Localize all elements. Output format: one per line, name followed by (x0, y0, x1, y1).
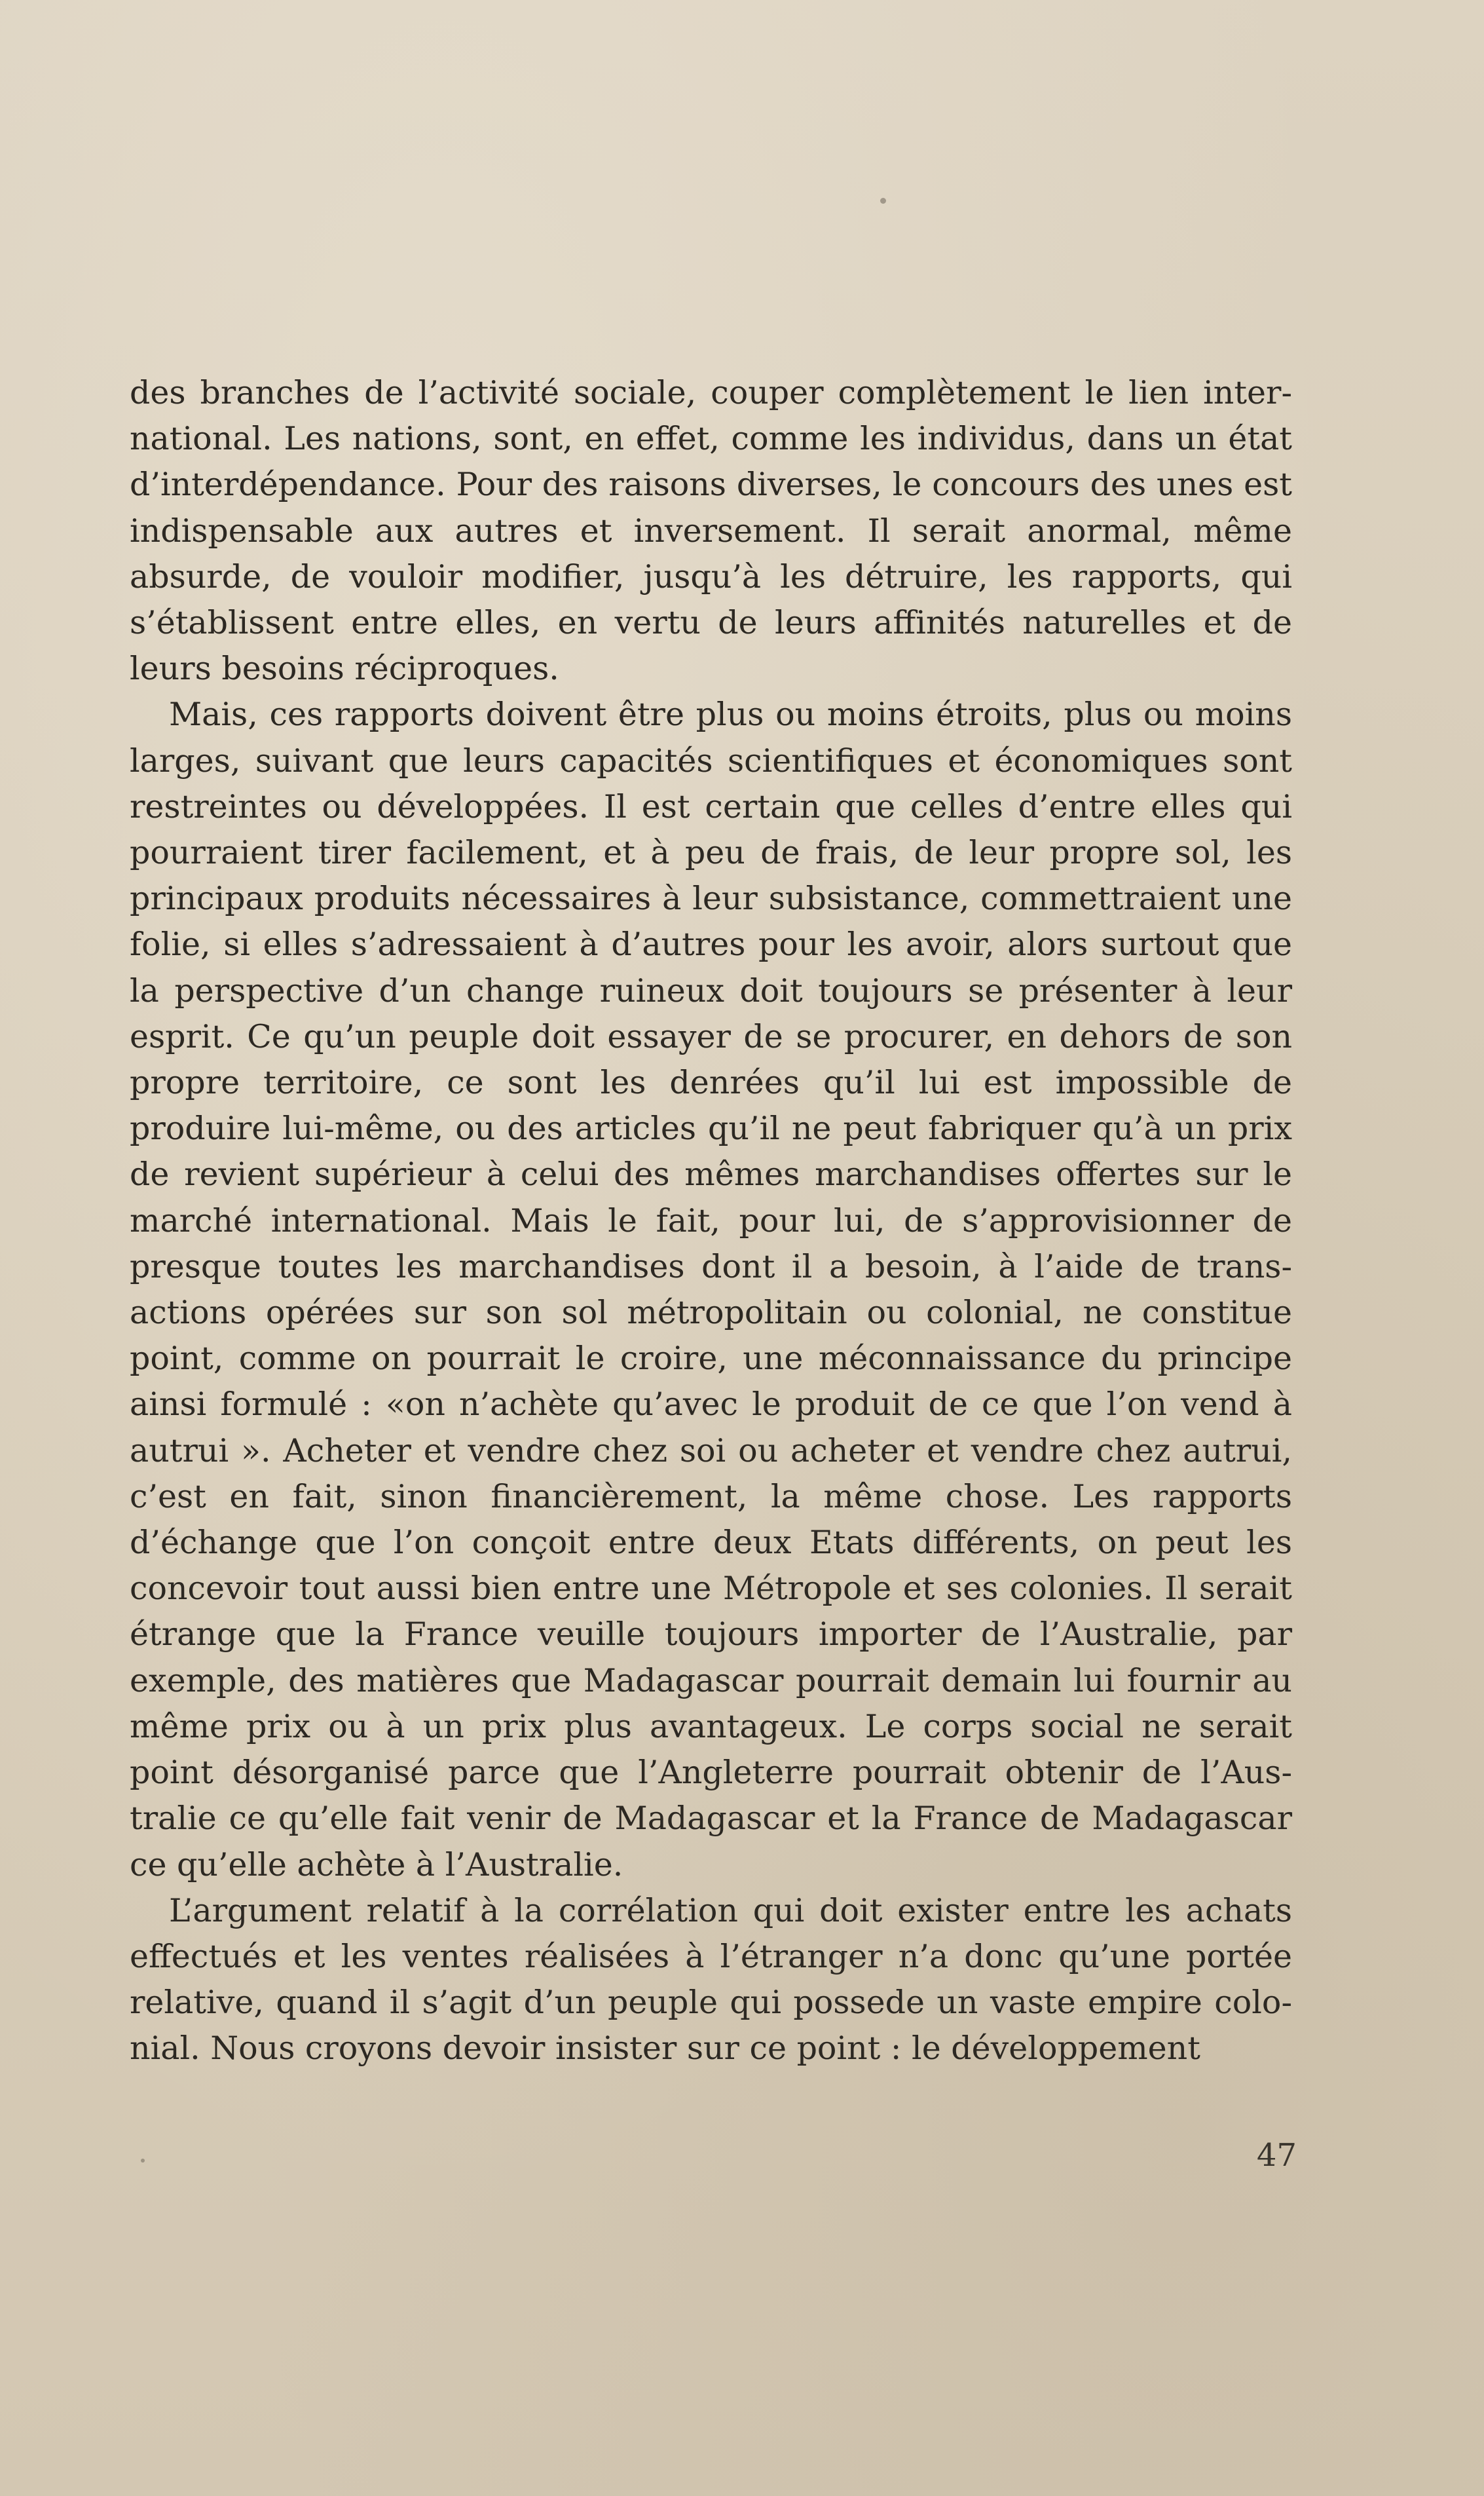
paragraph-2: Mais, ces rapports doivent être plus ou moins étroits, plus ou moins larges, suivant que leurs capacités scientifiques et économiques sont restreintes ou développées. Il est certain que celles d’entre elles qui pourraient tirer facilement, et à peu de frais, de leur propre sol, les principaux produits nécessaires à leur subsistance, commettraient une folie, si elles s’adressaient à d’autres pour les avoir, alors surtout que la perspective d’un change ruineux doit toujours se présenter à leur esprit. Ce qu’un peuple doit essayer de se procurer, en dehors de son propre territoire, ce sont les denrées qu’il lui est impossible de produire lui-même, ou des articles qu’il ne peut fabriquer qu’à un prix de revient supérieur à celui des mêmes marchandises offertes sur le marché international. Mais le fait, pour lui, de s’approvisionner de presque toutes les marchandises dont il a besoin, à l’aide de transactions opérées sur son sol métropolitain ou colonial, ne constitue point, comme on pourrait le croire, une méconnaissance du principe ainsi formulé : «on n’achète qu’avec le produit de ce que l’on vend à autrui ». Acheter et vendre chez soi ou acheter et vendre chez autrui, c’est en fait, sinon financièrement, la même chose. Les rapports d’échange que l’on conçoit entre deux Etats différents, on peut les concevoir tout aussi bien entre une Métropole et ses colonies. Il serait étrange que la France veuille toujours importer de l’Australie, par exemple, des matières que Madagascar pourrait demain lui fournir au même prix ou à un prix plus avantageux. Le corps social ne serait point désorganisé parce que l’Angleterre pourrait obtenir de l’Australie ce qu’elle fait venir de Madagascar et la France de Madagascar ce qu’elle achète à l’Australie. (130, 696, 1292, 1883)
body-text (130, 370, 1292, 2072)
page-number: 47 (1256, 2137, 1297, 2174)
paragraph-3: L’argument relatif à la corrélation qui doit exister entre les achats effectués et les ventes réalisées à l’étranger n’a donc qu’une portée relative, quand il s’agit d’un peuple qui possede un vaste empire colonial. Nous croyons devoir insister sur ce point : le développement (130, 1891, 1292, 2068)
paper-speck (141, 2159, 145, 2163)
paragraph-1: des branches de l’activité sociale, couper complètement le lien international. Les nations, sont, en effet, comme les individus, dans un état d’interdépendance. Pour des raisons diverses, le concours des unes est indispensable aux autres et inversement. Il serait anormal, même absurde, de vouloir modifier, jusqu’à les détruire, les rapports, qui s’établissent entre elles, en vertu de leurs affinités naturelles et de leurs besoins réciproques. (130, 374, 1292, 688)
paper-speck (880, 198, 886, 204)
